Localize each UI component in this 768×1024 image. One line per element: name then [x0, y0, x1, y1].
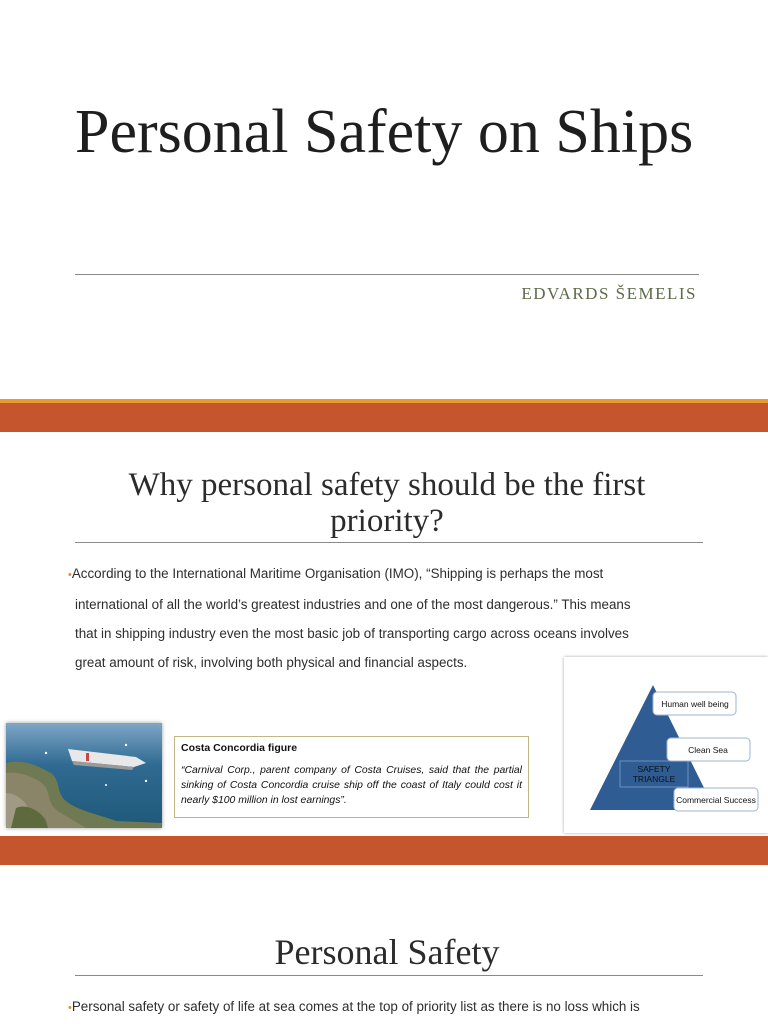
costa-concordia-photo [6, 723, 162, 828]
bullet-line-4: great amount of risk, involving both physical and financial aspects. [75, 655, 468, 670]
safety-triangle-diagram [564, 657, 768, 833]
slide-3-divider [75, 975, 703, 976]
slide-2-divider [75, 542, 703, 543]
label-clean-sea: Clean Sea [688, 745, 728, 755]
caption-quote: “Carnival Corp., parent company of Costa Cruises, said that the partial sinking of Costa Concordia cruise ship off the coast of Italy could cost it nearly $100 million in lost earnings”. [181, 765, 522, 806]
triangle-center-label-2: TRIANGLE [632, 774, 676, 784]
bullet-dot: • [68, 569, 72, 581]
bullet-line-3: that in shipping industry even the most basic job of transporting cargo across oceans involves [75, 626, 629, 641]
slide-separator [0, 403, 768, 432]
bullet-line-2: international of all the world’s greatest industries and one of the most dangerous.” This means [75, 597, 631, 612]
label-commercial-success: Commercial Success [676, 795, 756, 805]
slide-3-bullet [68, 992, 640, 1023]
slide-1-title: Personal Safety on Ships [75, 98, 694, 166]
triangle-center-label-1: SAFETY [637, 764, 671, 774]
caption-box [174, 736, 529, 818]
bullet-line-1: According to the International Maritime Organisation (IMO), “Shipping is perhaps the most [71, 566, 604, 581]
author-name: EDVARDS ŠEMELIS [521, 284, 697, 303]
slide-separator-2 [0, 836, 768, 865]
slide-2-title: Why personal safety should be the first priority? [128, 467, 646, 539]
slide-3-bullet-text: Personal safety or safety of life at sea comes at the top of priority list as there is no loss which is [71, 999, 640, 1014]
slide-3-title: Personal Safety [274, 932, 500, 972]
bullet-dot: • [68, 1002, 72, 1014]
caption-heading: Costa Concordia figure [181, 742, 298, 754]
title-divider [75, 274, 699, 275]
label-human-well-being: Human well being [661, 699, 729, 709]
slide-2-bullet [68, 559, 631, 677]
